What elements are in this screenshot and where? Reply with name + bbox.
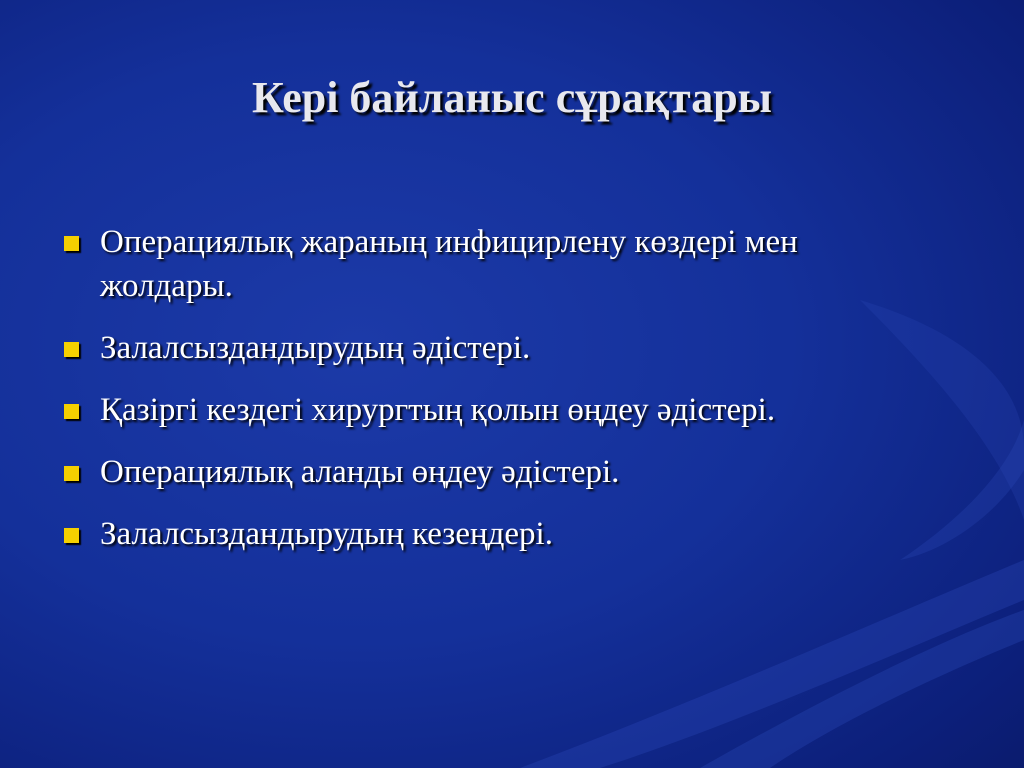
bullet-item: [60, 326, 880, 370]
bullet-item: [60, 220, 880, 308]
square-bullet-icon: [64, 342, 79, 357]
bullet-text: Операциялық жараның инфицирлену көздері мен жолдары.: [100, 224, 798, 304]
bullet-text: Залалсыздандырудың кезеңдері.: [100, 516, 553, 552]
bullet-list: [60, 220, 880, 574]
bullet-item: [60, 512, 880, 556]
slide-title: Кері байланыс сұрақтары: [251, 73, 773, 122]
bullet-item: [60, 388, 880, 432]
square-bullet-icon: [64, 404, 79, 419]
square-bullet-icon: [64, 528, 79, 543]
bullet-text: Қазіргі кездегі хирургтың қолын өңдеу әдістері.: [100, 392, 776, 428]
bullet-text: Залалсыздандырудың әдістері.: [100, 330, 531, 366]
square-bullet-icon: [64, 236, 79, 251]
square-bullet-icon: [64, 466, 79, 481]
bullet-item: [60, 450, 880, 494]
bullet-text: Операциялық аланды өңдеу әдістері.: [100, 454, 620, 490]
